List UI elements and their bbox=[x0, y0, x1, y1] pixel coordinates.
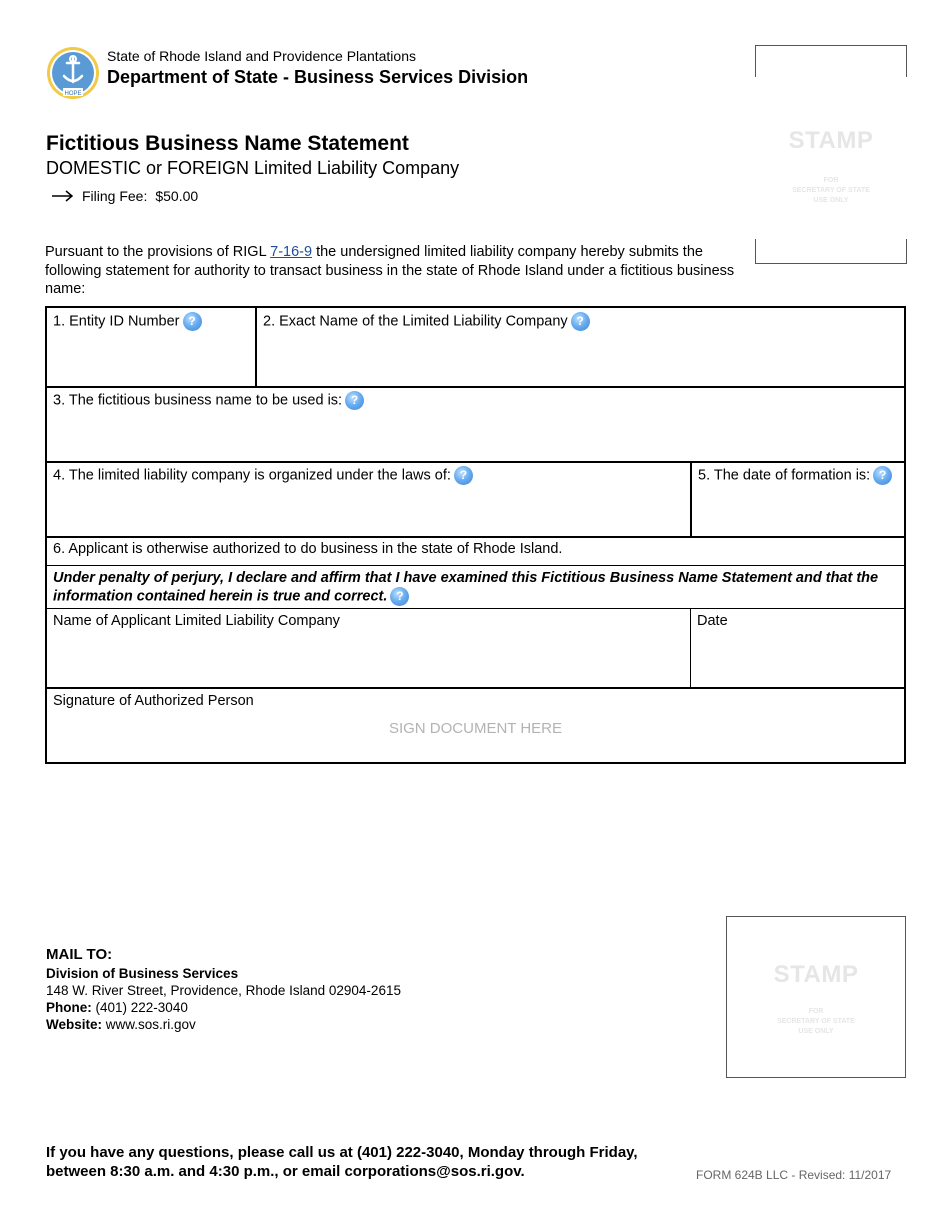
filing-fee-label: Filing Fee: bbox=[82, 188, 148, 204]
sign-here-placeholder[interactable]: SIGN DOCUMENT HERE bbox=[388, 720, 563, 737]
authorization-statement: 6. Applicant is otherwise authorized to do business in the state of Rhode Island. bbox=[53, 541, 563, 557]
mail-phone: Phone: (401) 222-3040 bbox=[46, 1000, 188, 1015]
fbn-form bbox=[45, 306, 906, 764]
help-icon[interactable]: ? bbox=[183, 312, 202, 331]
stamp-box-bottom bbox=[726, 916, 906, 1078]
entity-id-label: 1. Entity ID Number bbox=[53, 313, 180, 330]
help-icon[interactable]: ? bbox=[390, 587, 409, 606]
help-icon[interactable]: ? bbox=[345, 391, 364, 410]
stamp-label: STAMP bbox=[788, 127, 874, 154]
date-field[interactable] bbox=[691, 609, 902, 687]
mail-address: 148 W. River Street, Providence, Rhode Island 02904-2615 bbox=[46, 983, 401, 998]
applicant-name-field[interactable] bbox=[47, 609, 690, 687]
filing-fee bbox=[52, 188, 198, 204]
page-title: Fictitious Business Name Statement bbox=[46, 132, 409, 155]
help-icon[interactable]: ? bbox=[571, 312, 590, 331]
entity-id-field[interactable] bbox=[47, 308, 255, 386]
formation-date-label: 5. The date of formation is: bbox=[698, 467, 871, 484]
formation-date-field[interactable] bbox=[692, 462, 902, 536]
fictitious-name-label: 3. The fictitious business name to be used is: bbox=[53, 392, 343, 409]
signature-label: Signature of Authorized Person bbox=[53, 693, 254, 709]
llc-name-label: 2. Exact Name of the Limited Liability Company bbox=[263, 313, 568, 330]
stamp-label: STAMP bbox=[773, 961, 859, 988]
mail-website: Website: www.sos.ri.gov bbox=[46, 1017, 196, 1032]
intro-paragraph: Pursuant to the provisions of RIGL 7-16-9 the undersigned limited liability company hereby submits the following statement for authority to transact business in the state of Rhode Island under a fictitious business name: bbox=[45, 244, 735, 297]
department-name: Department of State - Business Services Division bbox=[107, 67, 529, 87]
applicant-name-label: Name of Applicant Limited Liability Company bbox=[53, 613, 340, 629]
help-icon[interactable]: ? bbox=[873, 466, 892, 485]
date-label: Date bbox=[697, 613, 728, 629]
seal-text: HOPE bbox=[64, 91, 82, 97]
perjury-statement: Under penalty of perjury, I declare and affirm that I have examined this Fictitious Business Name Statement and that the information contained herein is true and correct. ? bbox=[53, 570, 879, 605]
form-number: FORM 624B LLC - Revised: 11/2017 bbox=[696, 1168, 892, 1182]
mail-title: MAIL TO: bbox=[46, 946, 113, 963]
mail-to-section bbox=[46, 946, 401, 1033]
stamp-box-top bbox=[755, 45, 907, 264]
llc-name-field[interactable] bbox=[257, 308, 902, 386]
organized-laws-label: 4. The limited liability company is organized under the laws of: bbox=[53, 467, 451, 484]
mail-division: Division of Business Services bbox=[46, 966, 239, 981]
page-subtitle: DOMESTIC or FOREIGN Limited Liability Company bbox=[46, 158, 460, 178]
contact-note: If you have any questions, please call us at (401) 222-3040, Monday through Friday, between 8:30 a.m. and 4:30 p.m., or email corporations@sos.ri.gov. bbox=[46, 1144, 638, 1180]
fictitious-name-field[interactable] bbox=[47, 387, 902, 461]
stamp-note: FOR SECRETARY OF STATE USE ONLY bbox=[777, 1008, 855, 1035]
state-seal-logo bbox=[46, 46, 100, 100]
filing-fee-amount: $50.00 bbox=[155, 188, 199, 204]
rigl-link[interactable]: 7-16-9 bbox=[270, 244, 313, 260]
state-name: State of Rhode Island and Providence Plantations bbox=[107, 48, 416, 64]
help-icon[interactable]: ? bbox=[454, 466, 473, 485]
organized-laws-field[interactable] bbox=[47, 462, 690, 536]
stamp-note: FOR SECRETARY OF STATE USE ONLY bbox=[792, 177, 870, 204]
arrow-right-icon bbox=[52, 190, 74, 202]
